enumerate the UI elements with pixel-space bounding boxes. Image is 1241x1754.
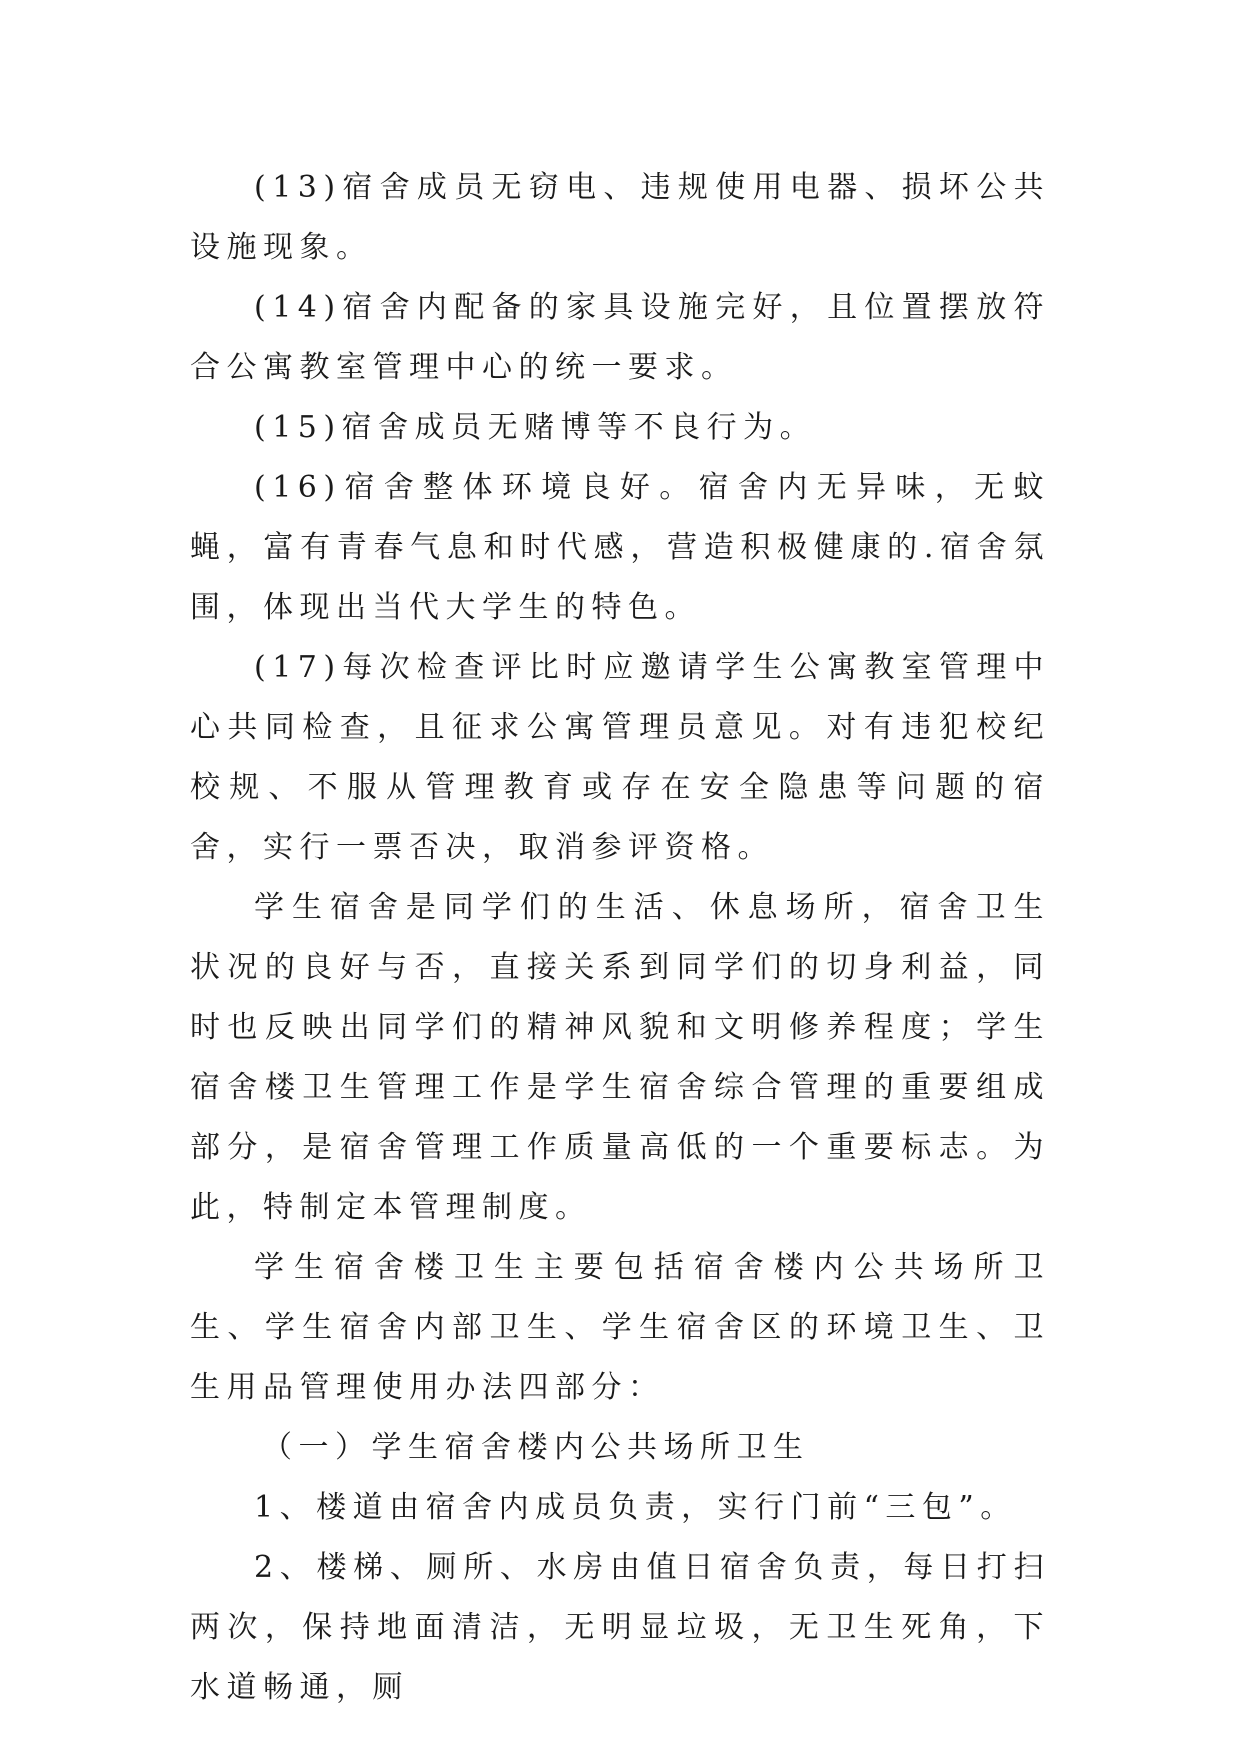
paragraph-hygiene-scope: 学生宿舍楼卫生主要包括宿舍楼内公共场所卫生、学生宿舍内部卫生、学生宿舍区的环境卫生、卫生用品管理使用办法四部分： xyxy=(190,1250,1050,1405)
paragraph-rule-2: 2、楼梯、厕所、水房由值日宿舍负责，每日打扫两次，保持地面清洁，无明显垃圾，无卫生死角，下水道畅通，厕 xyxy=(190,1550,1050,1705)
section-heading-public-areas: （一）学生宿舍楼内公共场所卫生 xyxy=(262,1430,810,1465)
document-page xyxy=(190,158,1050,1718)
paragraph-dormitory-intro: 学生宿舍是同学们的生活、休息场所，宿舍卫生状况的良好与否，直接关系到同学们的切身利益，同时也反映出同学们的精神风貌和文明修养程度；学生宿舍楼卫生管理工作是学生宿舍综合管理的重要组成部分，是宿舍管理工作质量高低的一个重要标志。为此，特制定本管理制度。 xyxy=(190,890,1050,1225)
paragraph-item-16: (16)宿舍整体环境良好。宿舍内无异味，无蚊蝇，富有青春气息和时代感，营造积极健康的.宿舍氛围，体现出当代大学生的特色。 xyxy=(190,470,1050,625)
paragraph-item-15: (15)宿舍成员无赌博等不良行为。 xyxy=(254,410,817,445)
paragraph-item-13: (13)宿舍成员无窃电、违规使用电器、损坏公共设施现象。 xyxy=(190,170,1050,265)
paragraph-item-17: (17)每次检查评比时应邀请学生公寓教室管理中心共同检查，且征求公寓管理员意见。对有违犯校纪校规、不服从管理教育或存在安全隐患等问题的宿舍，实行一票否决，取消参评资格。 xyxy=(190,650,1050,865)
paragraph-rule-1: 1、楼道由宿舍内成员负责，实行门前“三包”。 xyxy=(254,1490,1017,1525)
paragraph-item-14: (14)宿舍内配备的家具设施完好，且位置摆放符合公寓教室管理中心的统一要求。 xyxy=(190,290,1050,385)
